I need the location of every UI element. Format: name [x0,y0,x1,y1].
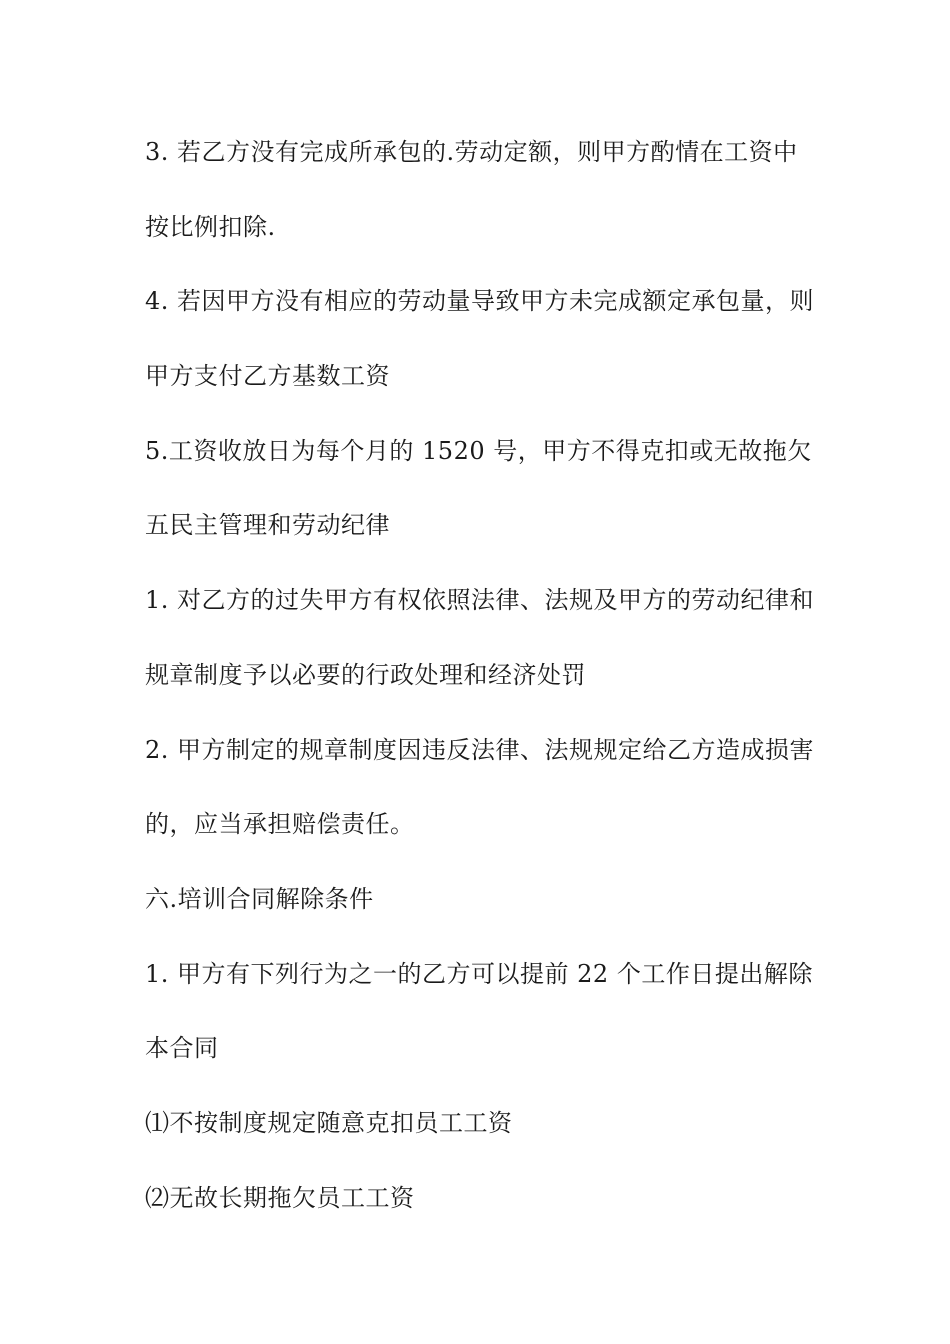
section-6-clause-1-line-2: 本合同 [145,1034,219,1062]
section-5-heading: 五民主管理和劳动纪律 [145,511,390,539]
clause-4-line-2: 甲方支付乙方基数工资 [145,362,390,390]
clause-5-line: 5.工资收放日为每个月的 1520 号，甲方不得克扣或无故拖欠 [145,437,812,465]
section-5-clause-2-line-2: 的，应当承担赔偿责任。 [145,810,415,838]
clause-4-line-1: 4. 若因甲方没有相应的劳动量导致甲方未完成额定承包量，则 [145,287,815,315]
clause-3-line-1: 3. 若乙方没有完成所承包的.劳动定额，则甲方酌情在工资中 [145,138,798,166]
list-item-2: ⑵无故长期拖欠员工工资 [145,1184,415,1212]
list-item-1: ⑴不按制度规定随意克扣员工工资 [145,1109,513,1137]
section-6-heading: 六.培训合同解除条件 [145,885,374,913]
section-5-clause-1-line-1: 1. 对乙方的过失甲方有权依照法律、法规及甲方的劳动纪律和 [145,586,815,614]
section-5-clause-1-line-2: 规章制度予以必要的行政处理和经济处罚 [145,661,586,689]
section-5-clause-2-line-1: 2. 甲方制定的规章制度因违反法律、法规规定给乙方造成损害 [145,736,815,764]
section-6-clause-1-line-1: 1. 甲方有下列行为之一的乙方可以提前 22 个工作日提出解除 [145,960,813,988]
clause-3-line-2: 按比例扣除. [145,213,276,241]
